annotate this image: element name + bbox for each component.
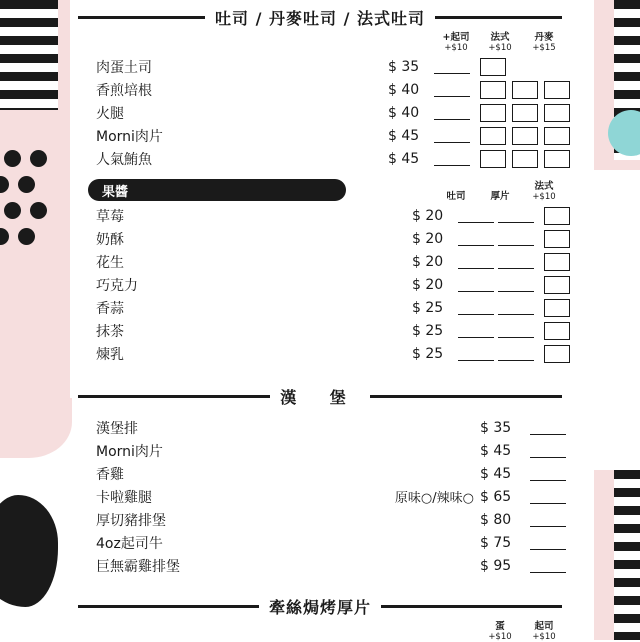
menu-row xyxy=(70,250,570,273)
decor-stripes-top-left xyxy=(0,0,58,110)
option-checkbox-danish[interactable] xyxy=(544,81,570,99)
rule-right xyxy=(370,395,562,398)
section-title-cheese-toast: 牽絲焗烤厚片 xyxy=(269,598,372,618)
item-price: $ 35 xyxy=(480,419,512,436)
item-price: $ 25 xyxy=(412,299,444,316)
section-header-burger xyxy=(78,379,562,408)
section-header-toast xyxy=(78,0,562,29)
item-price: $ 80 xyxy=(480,511,512,528)
option-checkbox-french[interactable] xyxy=(544,230,570,248)
option-checkbox-french[interactable] xyxy=(512,104,538,122)
item-price: $ 40 xyxy=(388,81,420,98)
item-quantity-blank[interactable] xyxy=(530,444,566,458)
item-price: $ 95 xyxy=(480,557,512,574)
item-quantity-blank[interactable] xyxy=(530,536,566,550)
decor-right-white-panel xyxy=(594,170,640,470)
menu-row xyxy=(70,554,570,577)
item-price: $ 20 xyxy=(412,276,444,293)
column-header-french: 法式 +$10 xyxy=(532,181,556,203)
item-name: 火腿 xyxy=(96,105,124,122)
item-quantity-blank[interactable] xyxy=(530,513,566,527)
item-quantity-blank-toast[interactable] xyxy=(458,232,494,246)
item-quantity-blank-thick[interactable] xyxy=(498,347,534,361)
section-title-jam: 果醬 xyxy=(88,179,346,201)
section-header-cheese-toast xyxy=(78,589,562,618)
menu-items-burger xyxy=(70,416,570,577)
item-quantity-blank-thick[interactable] xyxy=(498,209,534,223)
column-header-danish: 丹麥 +$15 xyxy=(532,32,556,53)
item-name: 抹茶 xyxy=(96,323,124,340)
item-quantity-blank[interactable] xyxy=(530,490,566,504)
menu-row xyxy=(70,124,570,147)
option-checkbox-french[interactable] xyxy=(544,276,570,294)
menu-row xyxy=(70,227,570,250)
item-name: 肉蛋土司 xyxy=(96,59,152,76)
option-checkbox-danish[interactable] xyxy=(544,104,570,122)
item-quantity-blank-toast[interactable] xyxy=(458,209,494,223)
menu-row xyxy=(70,319,570,342)
menu-section-toast xyxy=(70,0,570,170)
item-price: $ 20 xyxy=(412,253,444,270)
menu-section-cheese-toast xyxy=(70,589,570,642)
column-header-toast: 吐司 xyxy=(446,191,466,203)
item-name: 煉乳 xyxy=(96,346,124,363)
menu-row xyxy=(70,273,570,296)
item-name: Morni肉片 xyxy=(96,128,163,145)
rule-right xyxy=(435,16,562,19)
menu-row xyxy=(70,101,570,124)
option-checkbox-french[interactable] xyxy=(544,299,570,317)
section-title-burger: 漢 堡 xyxy=(280,388,360,408)
option-checkbox-french[interactable] xyxy=(544,207,570,225)
item-name: 漢堡排 xyxy=(96,420,138,437)
decor-dots-left xyxy=(0,150,56,260)
menu-row xyxy=(70,342,570,365)
item-name: 巨無霸雞排堡 xyxy=(96,558,180,575)
item-price: $ 45 xyxy=(480,465,512,482)
column-header-egg: 蛋 +$10 xyxy=(488,621,512,642)
menu-row xyxy=(70,462,570,485)
column-headers-cheese-toast xyxy=(70,622,570,642)
item-name: 香煎培根 xyxy=(96,82,152,99)
column-headers-jam xyxy=(346,178,564,202)
rule-right xyxy=(381,605,562,608)
item-price: $ 25 xyxy=(412,322,444,339)
item-quantity-blank[interactable] xyxy=(530,559,566,573)
item-quantity-blank-thick[interactable] xyxy=(498,232,534,246)
menu-row xyxy=(70,508,570,531)
option-checkbox-cheese[interactable] xyxy=(480,104,506,122)
item-quantity-blank-toast[interactable] xyxy=(458,324,494,338)
option-checkbox-french[interactable] xyxy=(544,345,570,363)
option-checkbox-french[interactable] xyxy=(512,81,538,99)
item-mid-flavor-options[interactable]: 原味○/辣味○ xyxy=(394,491,474,507)
option-checkbox-cheese[interactable] xyxy=(480,127,506,145)
item-quantity-blank-toast[interactable] xyxy=(458,301,494,315)
item-quantity-blank-thick[interactable] xyxy=(498,324,534,338)
item-name: 人氣鮪魚 xyxy=(96,151,152,168)
menu-row xyxy=(70,531,570,554)
decor-left-white-panel xyxy=(0,430,70,640)
item-name: 卡啦雞腿 xyxy=(96,489,152,506)
item-price: $ 35 xyxy=(388,58,420,75)
menu-row xyxy=(70,416,570,439)
rule-left xyxy=(78,605,259,608)
item-quantity-blank[interactable] xyxy=(530,467,566,481)
item-price: $ 45 xyxy=(388,127,420,144)
option-checkbox-cheese[interactable] xyxy=(480,150,506,168)
menu-section-jam xyxy=(70,178,570,365)
item-price: $ 25 xyxy=(412,345,444,362)
column-header-thick: 厚片 xyxy=(490,191,510,203)
option-checkbox-cheese[interactable] xyxy=(480,58,506,76)
item-name: 奶酥 xyxy=(96,231,124,248)
item-quantity-blank-thick[interactable] xyxy=(498,255,534,269)
decor-teal-circle xyxy=(608,110,640,156)
item-price: $ 20 xyxy=(412,230,444,247)
menu-sheet xyxy=(70,0,570,640)
item-quantity-blank-thick[interactable] xyxy=(498,301,534,315)
option-checkbox-danish xyxy=(544,58,570,76)
item-name: 巧克力 xyxy=(96,277,138,294)
item-quantity-blank[interactable] xyxy=(434,60,470,74)
menu-row xyxy=(70,296,570,319)
column-headers-toast xyxy=(70,33,570,53)
item-quantity-blank-thick[interactable] xyxy=(498,278,534,292)
item-quantity-blank-toast[interactable] xyxy=(458,255,494,269)
column-header-cheese: 起司 +$10 xyxy=(532,621,556,642)
item-name: 厚切豬排堡 xyxy=(96,512,166,529)
column-header-french: 法式 +$10 xyxy=(488,32,512,53)
option-checkbox-french xyxy=(512,58,538,76)
item-quantity-blank[interactable] xyxy=(434,129,470,143)
menu-row xyxy=(70,147,570,170)
item-quantity-blank-toast[interactable] xyxy=(458,278,494,292)
decor-right-pink-panel xyxy=(594,0,640,640)
item-name: 草莓 xyxy=(96,208,124,225)
item-quantity-blank[interactable] xyxy=(434,106,470,120)
item-price: $ 40 xyxy=(388,104,420,121)
rule-left xyxy=(78,395,270,398)
item-quantity-blank[interactable] xyxy=(530,421,566,435)
menu-section-burger xyxy=(70,379,570,577)
item-name: Morni肉片 xyxy=(96,443,163,460)
item-price: $ 65 xyxy=(480,488,512,505)
item-quantity-blank[interactable] xyxy=(434,83,470,97)
item-name: 香雞 xyxy=(96,466,124,483)
rule-left xyxy=(78,16,205,19)
item-price: $ 75 xyxy=(480,534,512,551)
section-header-jam xyxy=(70,178,570,202)
item-price: $ 45 xyxy=(388,150,420,167)
menu-row xyxy=(70,439,570,462)
decor-black-blob xyxy=(0,495,58,607)
option-checkbox-french[interactable] xyxy=(544,253,570,271)
item-price: $ 20 xyxy=(412,207,444,224)
menu-row xyxy=(70,485,570,508)
option-checkbox-french[interactable] xyxy=(512,150,538,168)
menu-items-toast xyxy=(70,55,570,170)
menu-row xyxy=(70,204,570,227)
item-name: 香蒜 xyxy=(96,300,124,317)
decor-left-pink-panel xyxy=(0,0,70,640)
item-quantity-blank[interactable] xyxy=(434,152,470,166)
item-name: 花生 xyxy=(96,254,124,271)
menu-row xyxy=(70,78,570,101)
option-checkbox-french[interactable] xyxy=(512,127,538,145)
item-quantity-blank-toast[interactable] xyxy=(458,347,494,361)
decor-pink-corner xyxy=(0,398,72,458)
menu-row xyxy=(70,55,570,78)
option-checkbox-french[interactable] xyxy=(544,322,570,340)
option-checkbox-cheese[interactable] xyxy=(480,81,506,99)
column-header-cheese: +起司 +$10 xyxy=(442,32,470,53)
section-title-toast: 吐司 / 丹麥吐司 / 法式吐司 xyxy=(215,9,425,28)
option-checkbox-danish[interactable] xyxy=(544,150,570,168)
item-name: 4oz起司牛 xyxy=(96,535,163,552)
menu-items-jam xyxy=(70,204,570,365)
decor-stripes-bottom-right xyxy=(614,470,640,640)
decor-stripes-top-right xyxy=(614,0,640,160)
item-price: $ 45 xyxy=(480,442,512,459)
option-checkbox-danish[interactable] xyxy=(544,127,570,145)
